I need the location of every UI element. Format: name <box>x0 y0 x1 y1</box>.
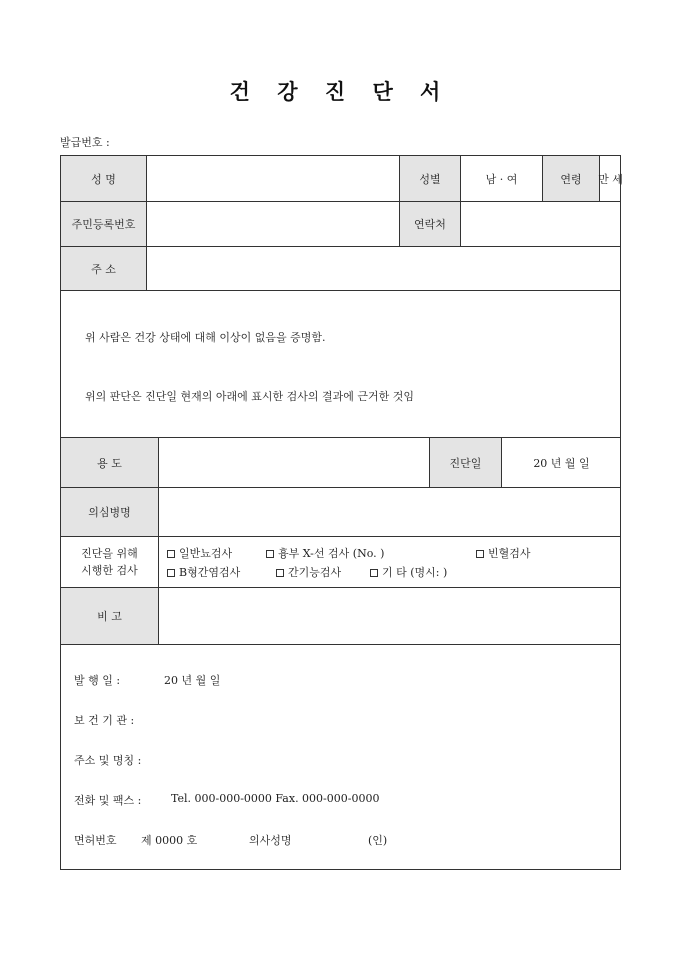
purpose-field[interactable] <box>158 438 429 487</box>
diagnosis-date-value[interactable]: 20 년 월 일 <box>501 438 621 487</box>
exam-section <box>60 437 621 645</box>
other-checkbox[interactable] <box>370 569 378 577</box>
hepatitis-b-checkbox[interactable] <box>167 569 175 577</box>
liver-function-checkbox[interactable] <box>276 569 284 577</box>
suspected-disease-field[interactable] <box>158 487 621 536</box>
sex-value[interactable]: 남 · 여 <box>460 156 542 201</box>
phone-fax-label: 전화 및 팩스 : <box>74 794 142 807</box>
name-field[interactable] <box>146 156 399 201</box>
id-number-label: 주민등록번호 <box>61 201 146 246</box>
document-title: 건 강 진 단 서 <box>229 79 451 104</box>
chest-xray-checkbox[interactable] <box>266 550 274 558</box>
test-option-anemia[interactable] <box>476 545 531 561</box>
seal-label: (인) <box>368 834 388 847</box>
issue-number-label: 발급번호 : <box>60 136 110 149</box>
statement-section <box>60 290 621 438</box>
issue-date-value[interactable]: 20 년 월 일 <box>164 674 221 687</box>
name-label: 성 명 <box>61 156 146 201</box>
test-option-hepatitis-b[interactable] <box>167 564 240 580</box>
address-name-label: 주소 및 명칭 : <box>74 754 142 767</box>
license-label: 면허번호 <box>74 834 117 847</box>
contact-field[interactable] <box>460 201 621 246</box>
purpose-label: 용 도 <box>61 438 158 487</box>
test-option-liver-function[interactable] <box>276 564 341 580</box>
issuer-section <box>60 644 621 870</box>
contact-label: 연락처 <box>399 201 460 246</box>
age-label: 연령 <box>542 156 599 201</box>
statement-line-2: 위의 판단은 진단일 현재의 아래에 표시한 검사의 결과에 근거한 것임 <box>85 390 414 403</box>
address-field[interactable] <box>146 246 621 291</box>
anemia-checkbox[interactable] <box>476 550 484 558</box>
liver-function-text: 간기능검사 <box>288 566 342 579</box>
tests-options <box>158 536 621 587</box>
license-value: 제 0000 호 <box>141 834 198 847</box>
urinalysis-checkbox[interactable] <box>167 550 175 558</box>
tests-label-line-1: 진단을 위해 <box>81 547 138 560</box>
test-option-chest-xray[interactable] <box>266 545 384 561</box>
anemia-text: 빈혈검사 <box>488 547 531 560</box>
sex-label: 성별 <box>399 156 460 201</box>
issue-date-label: 발 행 일 : <box>74 674 121 687</box>
tests-label-line-2: 시행한 검사 <box>81 564 138 577</box>
tests-label <box>61 536 158 587</box>
address-label: 주 소 <box>61 246 146 291</box>
urinalysis-text: 일반뇨검사 <box>179 547 233 560</box>
personal-info-section <box>60 155 621 291</box>
chest-xray-text: 흉부 X-선 검사 (No. ) <box>278 547 385 560</box>
suspected-disease-label: 의심병명 <box>61 487 158 536</box>
remarks-field[interactable] <box>158 587 621 644</box>
test-option-other[interactable] <box>370 564 447 580</box>
hepatitis-b-text: B형간염검사 <box>179 566 241 579</box>
id-number-field[interactable] <box>146 201 399 246</box>
other-text: 기 타 (명시: ) <box>382 566 448 579</box>
test-option-urinalysis[interactable] <box>167 545 232 561</box>
phone-fax-value: Tel. 000-000-0000 Fax. 000-000-0000 <box>171 792 380 805</box>
age-value[interactable]: 만 세 <box>599 156 621 201</box>
institution-label: 보 건 기 관 : <box>74 714 135 727</box>
diagnosis-date-label: 진단일 <box>429 438 501 487</box>
statement-line-1: 위 사람은 건강 상태에 대해 이상이 없음을 증명함. <box>85 331 326 344</box>
remarks-label: 비 고 <box>61 587 158 644</box>
doctor-name-label: 의사성명 <box>249 834 292 847</box>
